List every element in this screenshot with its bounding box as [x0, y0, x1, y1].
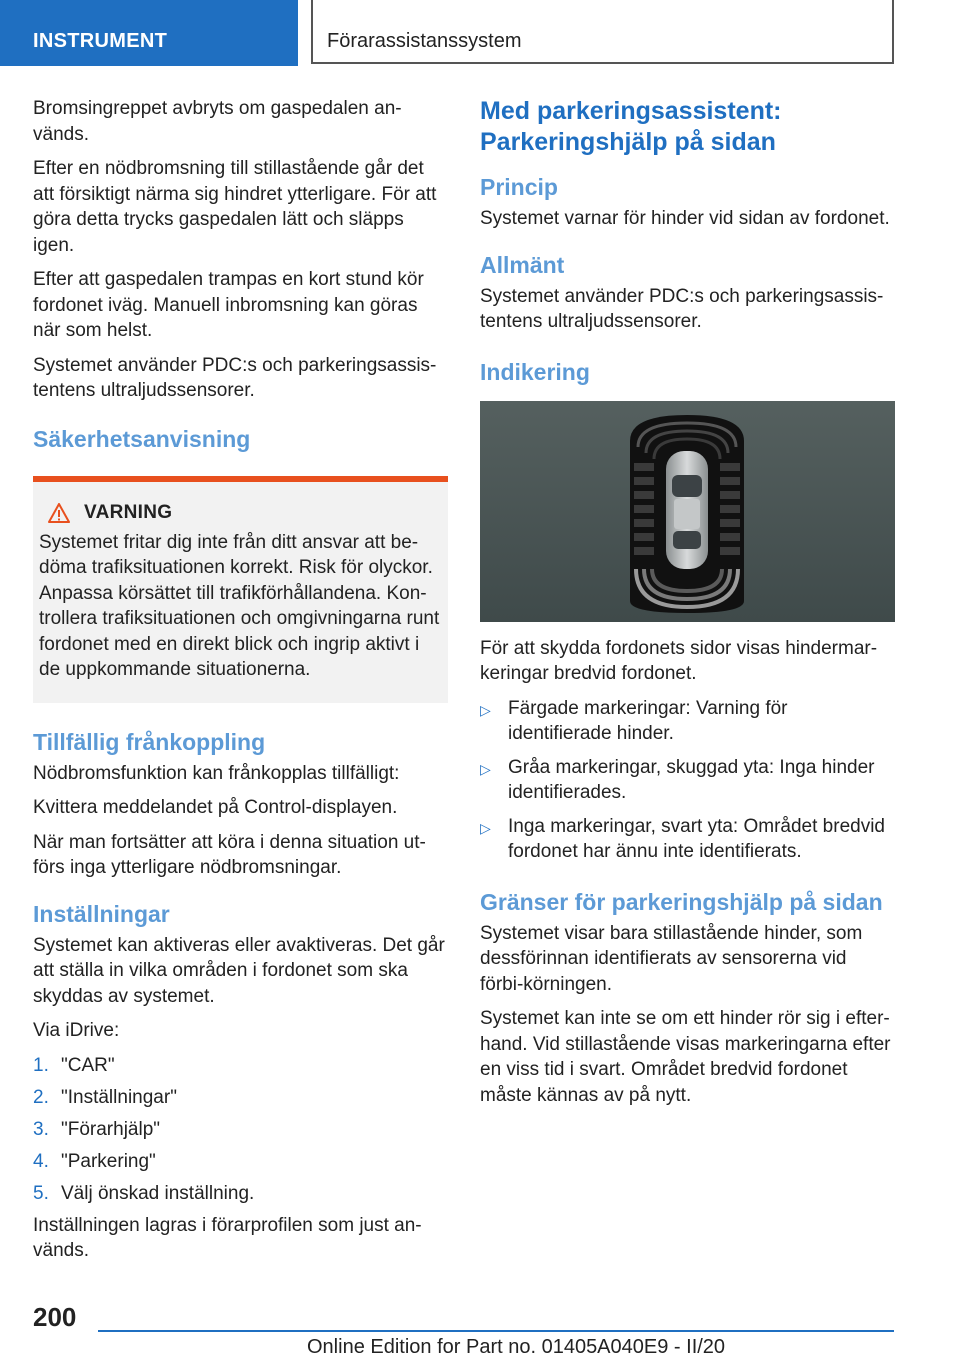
paragraph: Via iDrive: — [33, 1020, 120, 1041]
step-text: "Inställningar" — [61, 1086, 177, 1108]
step-number: 2. — [33, 1086, 49, 1108]
list-item — [33, 1181, 448, 1206]
settings-heading: Inställningar — [33, 900, 170, 927]
paragraph: Nödbromsfunktion kan frånkopplas tillfälligt: — [33, 762, 400, 784]
bullet-triangle-icon: ▷ — [480, 819, 491, 836]
main-heading: Med parkeringsassistent: Parkeringshjälp på sidan — [480, 97, 782, 156]
step-text: "CAR" — [61, 1054, 115, 1076]
principle-heading: Princip — [480, 174, 558, 200]
list-item — [480, 696, 895, 747]
step-text: "Parkering" — [61, 1150, 156, 1172]
warning-box — [33, 476, 448, 703]
bullet-triangle-icon: ▷ — [480, 760, 491, 777]
section-title: INSTRUMENT — [33, 30, 168, 52]
paragraph: Inställningen lagras i förarprofilen som just an-vänds. — [33, 1214, 422, 1261]
step-number: 4. — [33, 1150, 49, 1172]
paragraph: För att skydda fordonets sidor visas hindermar-keringar bredvid fordonet. — [480, 637, 878, 684]
page-number: 200 — [33, 1302, 77, 1332]
paragraph: Systemet använder PDC:s och parkeringsassis-tentens ultraljudssensorer. — [480, 285, 884, 332]
steps-list — [33, 1053, 448, 1206]
list-item — [480, 755, 895, 806]
list-item — [33, 1085, 448, 1110]
paragraph: Systemet kan inte se om ett hinder rör sig i efter-hand. Vid stillastående visas markeringarna efter en viss tid i svart. Området bredvid fordonet måste kännas av på nytt. — [480, 1008, 891, 1106]
step-number: 1. — [33, 1054, 49, 1076]
paragraph: Kvittera meddelandet på Control-displayen. — [33, 797, 398, 818]
car-top-view-icon — [480, 401, 895, 622]
list-item — [33, 1053, 448, 1078]
bullet-text: Gråa markeringar, skuggad yta: Inga hinder identifierades. — [508, 756, 875, 803]
temp-disable-heading: Tillfällig frånkoppling — [33, 728, 266, 755]
chapter-header — [311, 0, 894, 64]
warning-title: VARNING — [84, 501, 173, 523]
step-text: Välj önskad inställning. — [61, 1182, 255, 1204]
warning-text: Systemet fritar dig inte från ditt ansvar att be-döma trafiksituationen korrekt. Risk för olyckor. Anpassa körsättet till trafikförhållandena. Kon-trollera trafiksituationen och omgivningarna runt fordonet med en direkt blick och ingrip aktivt i de uppkommande situationerna. — [39, 531, 440, 680]
step-text: "Förarhjälp" — [61, 1118, 161, 1140]
bullet-text: Färgade markeringar: Varning för identifierade hinder. — [508, 697, 788, 744]
indication-heading: Indikering — [480, 358, 590, 385]
paragraph: Efter att gaspedalen trampas en kort stund kör fordonet iväg. Manuell inbromsning kan göras när som helst. — [33, 269, 424, 341]
limits-heading: Gränser för parkeringshjälp på sidan — [480, 888, 883, 915]
paragraph: Systemet kan aktiveras eller avaktiveras. Det går att ställa in vilka områden i fordonet som ska skyddas av systemet. — [33, 934, 445, 1007]
marking-list — [480, 696, 895, 865]
right-column — [480, 96, 895, 1117]
paragraph: Systemet använder PDC:s och parkeringsassis-tentens ultraljudssensorer. — [33, 354, 437, 401]
list-item — [480, 814, 895, 865]
warning-triangle-icon — [48, 503, 70, 523]
warning-header — [39, 502, 442, 524]
section-tab — [0, 0, 298, 66]
general-heading: Allmänt — [480, 251, 565, 278]
left-column — [33, 96, 448, 1273]
paragraph: När man fortsätter att köra i denna situation ut-förs inga ytterligare nödbromsningar. — [33, 831, 426, 878]
bullet-triangle-icon: ▷ — [480, 701, 491, 718]
paragraph: Systemet varnar för hinder vid sidan av fordonet. — [480, 208, 890, 229]
footer-edition: Online Edition for Part no. 01405A040E9 - II/20 — [307, 1336, 726, 1358]
step-number: 5. — [33, 1182, 49, 1204]
paragraph: Systemet visar bara stillastående hinder, som dessförinnan identifierats av sensorerna vid förbi-körningen. — [480, 922, 863, 995]
list-item — [33, 1149, 448, 1174]
parking-display-figure — [480, 401, 895, 622]
paragraph: Bromsingreppet avbryts om gaspedalen an-vänds. — [33, 98, 402, 145]
list-item — [33, 1117, 448, 1142]
safety-heading: Säkerhetsanvisning — [33, 425, 251, 452]
footer-divider — [98, 1330, 894, 1332]
bullet-text: Inga markeringar, svart yta: Området bredvid fordonet har ännu inte identifierats. — [508, 815, 885, 862]
chapter-title: Förarassistanssystem — [327, 30, 522, 52]
paragraph: Efter en nödbromsning till stillastående går det att försiktigt närma sig hindret ytterligare. För att göra detta trycks gaspedalen lätt och släpps igen. — [33, 158, 437, 256]
step-number: 3. — [33, 1118, 49, 1140]
